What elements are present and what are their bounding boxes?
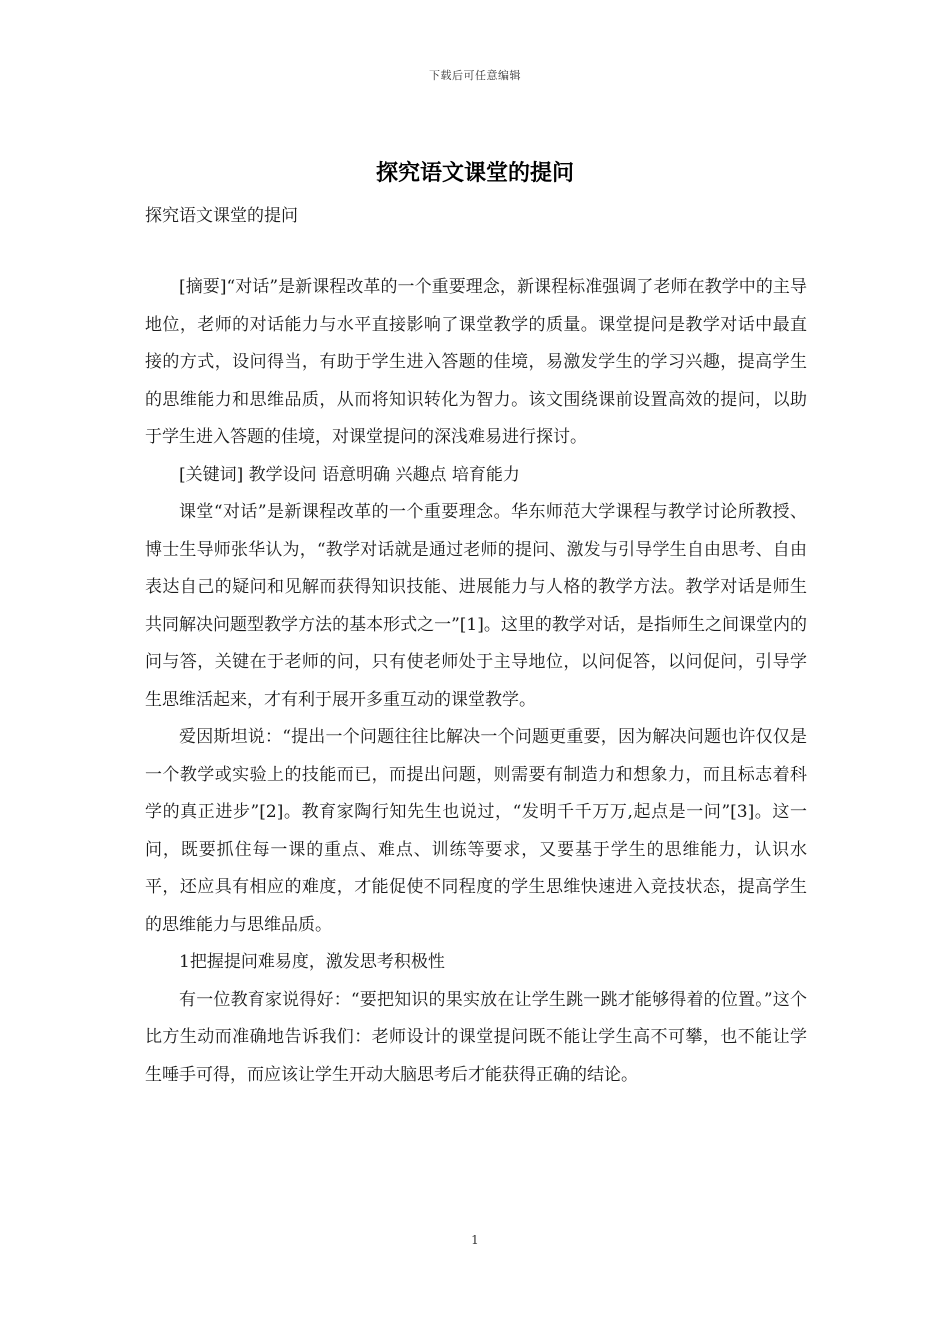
document-body (145, 269, 807, 1094)
page-header-note: 下载后可任意编辑 (429, 69, 521, 82)
body-paragraph: 爱因斯坦说：“提出一个问题往往比解决一个问题更重要，因为解决问题也许仅仅是一个教学或实验上的技能而已，而提出问题，则需要有制造力和想象力，而且标志着科学的真正进步”[2]。教育家陶行知先生也说过，“发明千千万万,起点是一问”[3]。这一问，既要抓住每一课的重点、难点、训练等要求，又要基于学生的思维能力，认识水平，还应具有相应的难度，才能促使不同程度的学生思维快速进入竞技状态，提高学生的思维能力与思维品质。 (145, 727, 807, 935)
body-paragraph: 有一位教育家说得好：“要把知识的果实放在让学生跳一跳才能够得着的位置。”这个比方生动而准确地告诉我们：老师设计的课堂提问既不能让学生高不可攀，也不能让学生唾手可得，而应该让学生开动大脑思考后才能获得正确的结论。 (145, 989, 807, 1085)
body-paragraph: 课堂“对话”是新课程改革的一个重要理念。华东师范大学课程与教学讨论所教授、博士生导师张华认为，“教学对话就是通过老师的提问、激发与引导学生自由思考、自由表达自己的疑问和见解而获得知识技能、进展能力与人格的教学方法。教学对话是师生共同解决问题型教学方法的基本形式之一”[1]。这里的教学对话，是指师生之间课堂内的问与答，关键在于老师的问，只有使老师处于主导地位，以问促答，以问促问，引导学生思维活起来，才有利于展开多重互动的课堂教学。 (145, 502, 807, 710)
keywords-paragraph: [关键词] 教学设问 语意明确 兴趣点 培育能力 (179, 464, 520, 485)
document-subtitle: 探究语文课堂的提问 (145, 206, 298, 226)
abstract-paragraph: [摘要]“对话”是新课程改革的一个重要理念，新课程标准强调了老师在教学中的主导地位，老师的对话能力与水平直接影响了课堂教学的质量。课堂提问是教学对话中最直接的方式，设问得当，有助于学生进入答题的佳境，易激发学生的学习兴趣，提高学生的思维能力和思维品质，从而将知识转化为智力。该文围绕课前设置高效的提问，以助于学生进入答题的佳境，对课堂提问的深浅难易进行探讨。 (145, 277, 807, 447)
section-heading: 1把握提问难易度，激发思考积极性 (179, 952, 445, 972)
document-title: 探究语文课堂的提问 (375, 160, 574, 186)
page-number: 1 (471, 1233, 479, 1247)
